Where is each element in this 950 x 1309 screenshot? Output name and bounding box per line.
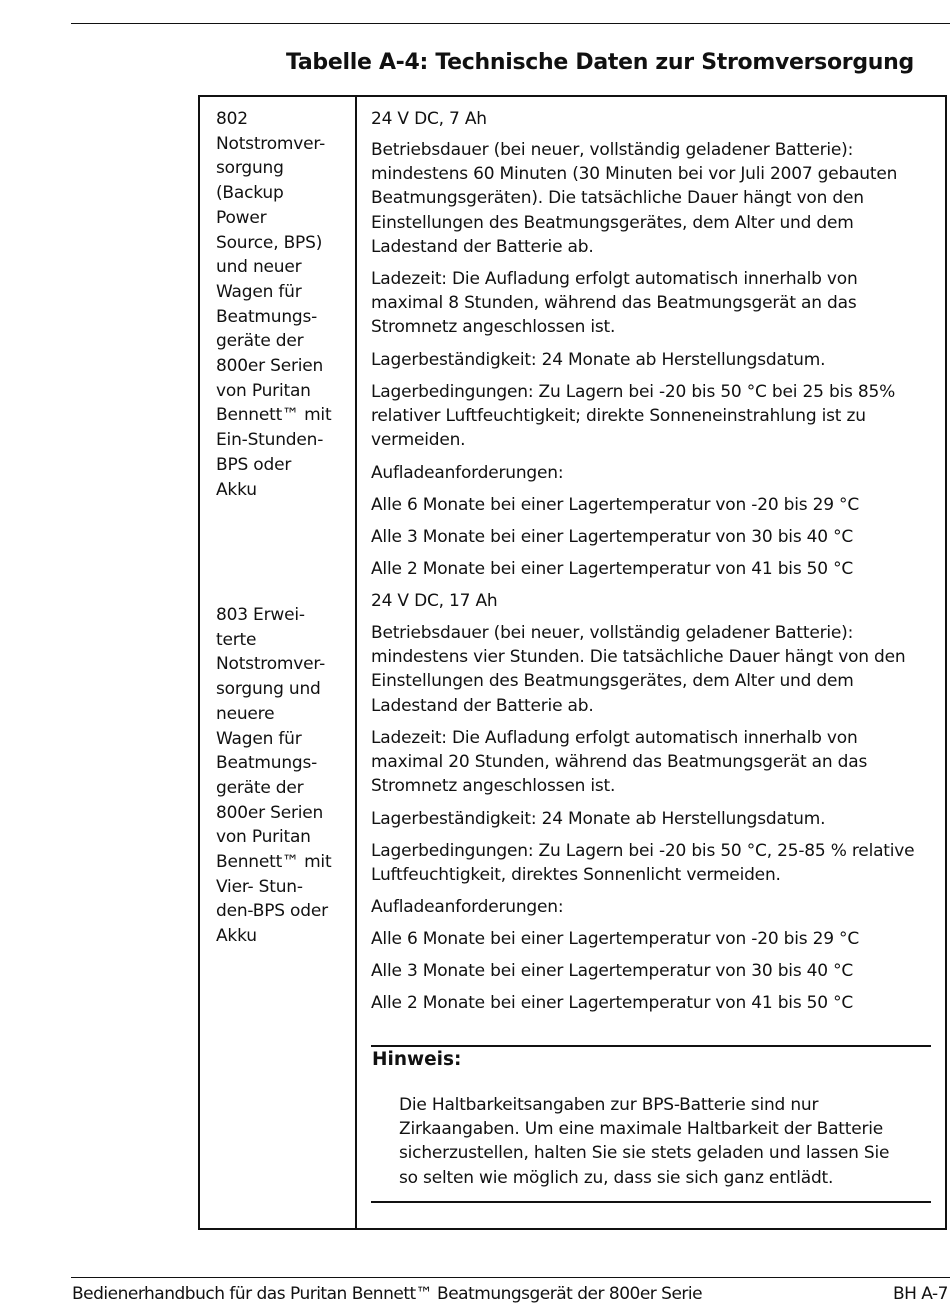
label-line: 802 xyxy=(216,109,248,129)
label-line: neuere xyxy=(216,703,275,724)
page-number: BH A-7 xyxy=(892,1284,948,1304)
note-line: so selten wie möglich zu, dass sie sich ganz entlädt. xyxy=(399,1167,834,1188)
spec-line: maximal 20 Stunden, während das Beatmungsgerät an das xyxy=(371,752,868,773)
note-line: Die Haltbarkeitsangaben zur BPS-Batterie sind nur xyxy=(399,1095,819,1115)
label-line: Notstromver- xyxy=(216,654,326,675)
label-line: Wagen für xyxy=(216,281,302,302)
label-line: von Puritan xyxy=(216,380,311,401)
spec-paragraph xyxy=(371,380,937,453)
label-line: den-BPS oder xyxy=(216,901,328,922)
spec-line: Alle 6 Monate bei einer Lagertemperatur von -20 bis 29 °C xyxy=(371,495,860,515)
spec-line: maximal 8 Stunden, während das Beatmungsgerät an das xyxy=(371,293,857,314)
label-line: Bennett™ mit xyxy=(216,852,332,873)
spec-line: Ladestand der Batterie ab. xyxy=(371,695,594,716)
spec-paragraph xyxy=(371,991,937,1015)
spec-line: Alle 3 Monate bei einer Lagertemperatur von 30 bis 40 °C xyxy=(371,527,854,547)
spec-line: Ladestand der Batterie ab. xyxy=(371,236,594,257)
spec-line: Alle 2 Monate bei einer Lagertemperatur von 41 bis 50 °C xyxy=(371,559,854,579)
label-line: sorgung und xyxy=(216,679,321,700)
spec-line: 24 V DC, 17 Ah xyxy=(371,591,498,611)
spec-paragraph xyxy=(371,107,937,131)
spec-line: Stromnetz angeschlossen ist. xyxy=(371,776,616,797)
spec-line: 24 V DC, 7 Ah xyxy=(371,109,487,129)
spec-line: Einstellungen des Beatmungsgerätes, dem Alter und dem xyxy=(371,671,854,692)
note-line: sicherzustellen, halten Sie sie stets geladen und lassen Sie xyxy=(399,1143,890,1164)
label-line: sorgung xyxy=(216,158,284,179)
spec-paragraph xyxy=(371,621,937,718)
label-line: terte xyxy=(216,629,257,650)
label-line: 803 Erwei- xyxy=(216,605,305,625)
spec-paragraph xyxy=(371,726,937,799)
spec-line: mindestens 60 Minuten (30 Minuten bei vor Juli 2007 gebauten xyxy=(371,164,898,185)
spec-line: Lagerbeständigkeit: 24 Monate ab Herstellungsdatum. xyxy=(371,809,826,829)
spec-paragraph xyxy=(371,525,937,549)
spec-line: mindestens vier Stunden. Die tatsächliche Dauer hängt von den xyxy=(371,647,906,668)
label-line: Power xyxy=(216,207,267,228)
spec-line: Alle 3 Monate bei einer Lagertemperatur von 30 bis 40 °C xyxy=(371,961,854,981)
footer-rule xyxy=(71,1277,950,1278)
spec-line: Alle 6 Monate bei einer Lagertemperatur von -20 bis 29 °C xyxy=(371,929,860,949)
row-label-803 xyxy=(216,603,344,949)
spec-line: Betriebsdauer (bei neuer, vollständig geladener Batterie): xyxy=(371,140,854,160)
spec-paragraph xyxy=(371,267,937,340)
spec-paragraph xyxy=(371,895,937,919)
spec-paragraph xyxy=(371,348,937,372)
note-bottom-rule xyxy=(371,1201,931,1203)
label-line: Source, BPS) xyxy=(216,232,323,253)
label-line: geräte der xyxy=(216,777,304,798)
header-rule xyxy=(71,23,950,24)
spec-paragraph xyxy=(371,839,937,887)
spec-line: Einstellungen des Beatmungsgerätes, dem Alter und dem xyxy=(371,212,854,233)
row-label-802 xyxy=(216,107,344,502)
spec-line: Ladezeit: Die Aufladung erfolgt automatisch innerhalb von xyxy=(371,269,858,289)
spec-line: Beatmungsgeräten). Die tatsächliche Dauer hängt von den xyxy=(371,188,864,209)
note-heading: Hinweis: xyxy=(372,1049,462,1070)
label-line: und neuer xyxy=(216,257,302,278)
note-line: Zirkaangaben. Um eine maximale Haltbarkeit der Batterie xyxy=(399,1119,884,1140)
label-line: BPS oder xyxy=(216,454,292,475)
spec-paragraph xyxy=(371,807,937,831)
spec-paragraph xyxy=(371,959,937,983)
spec-line: Ladezeit: Die Aufladung erfolgt automatisch innerhalb von xyxy=(371,728,858,748)
spec-line: Aufladeanforderungen: xyxy=(371,897,564,917)
label-line: Notstromver- xyxy=(216,133,326,154)
label-line: (Backup xyxy=(216,183,284,204)
label-line: geräte der xyxy=(216,331,304,352)
spec-line: Stromnetz angeschlossen ist. xyxy=(371,317,616,338)
column-divider xyxy=(355,97,357,1228)
spec-table xyxy=(198,95,947,1230)
spec-paragraph xyxy=(371,138,937,259)
spec-line: vermeiden. xyxy=(371,430,466,451)
spec-line: Lagerbeständigkeit: 24 Monate ab Herstellungsdatum. xyxy=(371,350,826,370)
spec-line: Lagerbedingungen: Zu Lagern bei -20 bis 50 °C bei 25 bis 85% xyxy=(371,382,896,402)
spec-line: Alle 2 Monate bei einer Lagertemperatur von 41 bis 50 °C xyxy=(371,993,854,1013)
label-line: Bennett™ mit xyxy=(216,405,332,426)
label-line: Ein-Stunden- xyxy=(216,430,324,451)
label-line: Beatmungs- xyxy=(216,753,318,774)
label-line: Akku xyxy=(216,479,257,500)
spec-paragraph xyxy=(371,589,937,613)
spec-line: Lagerbedingungen: Zu Lagern bei -20 bis 50 °C, 25-85 % relative xyxy=(371,841,915,861)
spec-line: Luftfeuchtigkeit, direktes Sonnenlicht vermeiden. xyxy=(371,865,781,886)
spec-line: Aufladeanforderungen: xyxy=(371,463,564,483)
label-line: Vier- Stun- xyxy=(216,876,303,897)
spec-paragraph xyxy=(371,493,937,517)
spec-paragraph xyxy=(371,461,937,485)
footer-manual-title: Bedienerhandbuch für das Puritan Bennett™ Beatmungsgerät der 800er Serie xyxy=(72,1284,703,1304)
label-line: 800er Serien xyxy=(216,802,324,823)
spec-line: Betriebsdauer (bei neuer, vollständig geladener Batterie): xyxy=(371,623,854,643)
spec-line: relativer Luftfeuchtigkeit; direkte Sonneneinstrahlung ist zu xyxy=(371,406,866,427)
note-top-rule xyxy=(371,1045,931,1047)
spec-paragraph xyxy=(371,557,937,581)
label-line: Wagen für xyxy=(216,728,302,749)
label-line: 800er Serien xyxy=(216,356,324,377)
spec-paragraph xyxy=(371,927,937,951)
label-line: Akku xyxy=(216,926,257,947)
note-body xyxy=(399,1093,889,1190)
table-title: Tabelle A-4: Technische Daten zur Stromversorgung xyxy=(286,50,914,75)
label-line: von Puritan xyxy=(216,827,311,848)
label-line: Beatmungs- xyxy=(216,306,318,327)
